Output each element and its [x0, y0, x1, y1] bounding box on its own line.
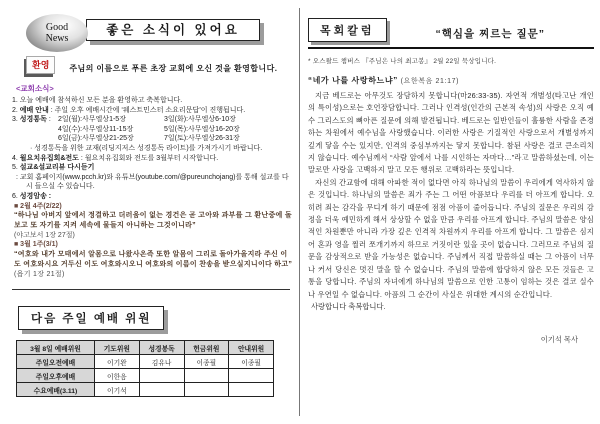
column-divider	[299, 8, 300, 416]
good-news-logo	[26, 14, 88, 52]
schedule-note: · 성경통독을 위한 교재(리딩지저스 성경통독 라이트)를 가져가시기 바랍니다.	[30, 144, 263, 152]
item-number: 3.	[12, 116, 18, 124]
committee-table	[16, 340, 274, 397]
table-header-row	[17, 341, 274, 355]
news-item-4	[10, 154, 294, 164]
item-text: 오늘 예배에 참석하신 모든 분을 환영하고 축복합니다.	[19, 97, 183, 104]
logo-line-1: Good	[45, 22, 69, 33]
table-cell	[184, 383, 229, 397]
welcome-badge: 환영	[26, 56, 55, 74]
column-body	[308, 90, 594, 301]
memory-verse-2	[14, 250, 294, 279]
right-column	[308, 18, 594, 345]
memory-verse-2-text: “여호와 내가 모태에서 알몸으로 나왔사온즉 또한 알몸이 그리로 돌아가올지라 주신 이도 여호와시요 거두신 이도 여호와시오니 여호와의 이름이 찬송을 받으실지니이다 하고”	[14, 250, 293, 268]
item-number: 4.	[12, 154, 18, 162]
table-row-header: 주일오후예배	[17, 369, 95, 383]
table-row-header: 수요예배(3.11)	[17, 383, 95, 397]
item-separator: :	[48, 116, 51, 124]
church-news-list	[10, 96, 294, 279]
memory-verse-1-reference: (야고보서 1장 27절)	[14, 231, 75, 239]
item-label: 설교&설교리뷰 다시듣기	[19, 164, 95, 172]
welcome-text: 주님의 이름으로 푸른 초장 교회에 오신 것을 환영합니다.	[69, 64, 278, 73]
table-cell: 이기석	[95, 383, 140, 397]
item-label: 성경통독	[19, 116, 47, 124]
left-column	[10, 14, 294, 397]
welcome-row	[26, 56, 294, 74]
column-title: “핵심을 찌르는 질문”	[435, 28, 545, 40]
schedule-cell: 5일(목):사무엘상16-20장	[164, 125, 240, 133]
church-news-heading: <교회소식>	[16, 84, 54, 93]
closing-line: 사랑합니다 축복합니다.	[311, 301, 386, 311]
table-header-cell: 헌금위원	[184, 341, 229, 355]
left-section-title: 좋은 소식이 있어요	[86, 19, 260, 41]
table-cell: 김유나	[139, 355, 184, 369]
item-number: 5.	[12, 164, 18, 172]
table-cell	[139, 369, 184, 383]
item-text: : 월요치유집회와 전도를 3월부터 시작합니다.	[80, 154, 219, 162]
bible-reading-schedule	[58, 115, 294, 144]
memory-verse-week-1: ■ 2월 4주(2/22)	[14, 202, 62, 210]
memory-verse-2-reference: (욥기 1장 21절)	[14, 270, 65, 278]
section-rule	[12, 289, 290, 290]
paragraph: 지금 베드로는 아무것도 장담하지 못합니다(마26:33-35). 자연적 개별성(타고난 개인의 특이성)으로는 호언장담합니다. 그러나 인격성(인간의 근본적 속성)의 사랑은 오직 예수 그리스도의 뼈아픈 질문에 의해 발견됩니다. 베드로는 일반인들이 훌륭한 사람을 존경하는 차원에서 예수님을 사랑했습니다. 이러한 사랑은 기질적인 사랑으로서 개별성까지 깊게 닿을 수는 있지만, 인격의 중심부까지는 닿지 못합니다. 참된 사랑은 결코 큰소리치지 않습니다. 예수님께서 “사람 앞에서 나를 시인하는 자마다…”라고 말씀하셨는데, 이는 말로만 사랑을 고백하지 말고 모든 행위로 고백하라는 뜻입니다.	[308, 91, 594, 175]
schedule-cell: 4일(수):사무엘상11-15장	[58, 125, 134, 133]
news-item-5	[10, 163, 294, 192]
table-cell	[229, 383, 274, 397]
table-row	[17, 355, 274, 369]
table-header-cell: 성경봉독	[139, 341, 184, 355]
memory-verse-1: “하나님 아버지 앞에서 정결하고 더러움이 없는 경건은 곧 고아와 과부를 그 환난중에 돌보고 또 자기를 지켜 세속에 물들지 아니하는 그것이니라”	[14, 212, 292, 229]
logo-line-2: News	[45, 33, 69, 44]
source-note: * 오스왈드 챔버스 『주님은 나의 최고봉』 2월 22일 묵상입니다.	[308, 58, 497, 65]
item-text: : 주일 오후 예배시간에 ‘웨스트민스터 소요리문답’이 진행됩니다.	[50, 106, 246, 114]
table-cell	[139, 383, 184, 397]
table-header-cell: 안내위원	[229, 341, 274, 355]
item-label: 예배 안내	[19, 106, 49, 114]
item-number: 6.	[12, 192, 18, 200]
table-row	[17, 383, 274, 397]
table-cell: 이한음	[95, 369, 140, 383]
signature: 이기석 목사	[540, 335, 578, 345]
table-row	[17, 369, 274, 383]
key-verse	[308, 75, 594, 86]
table-header-cell: 기도위원	[95, 341, 140, 355]
item-label: 성경암송 :	[19, 192, 52, 200]
schedule-cell: 6일(금):사무엘상21-25장	[58, 135, 134, 143]
schedule-cell: 7일(토):사무엘상26-31장	[164, 135, 240, 143]
memory-verse-week-2: ■ 3월 1주(3/1)	[14, 241, 58, 249]
schedule-cell: 3일(화):사무엘상6-10장	[164, 116, 236, 124]
key-verse-reference: (요한복음 21:17)	[400, 78, 459, 85]
table-cell: 이종필	[229, 355, 274, 369]
table-cell: 이종필	[184, 355, 229, 369]
table-row-header: 주일오전예배	[17, 355, 95, 369]
table-cell	[229, 369, 274, 383]
good-news-header	[10, 14, 294, 52]
news-item-3	[10, 115, 294, 153]
item-text: : 교회 홈페이지(www.pcch.kr)와 유튜브(youtube.com/@pureunchojang)를 통해 설교를 다시 들으실 수 있습니다.	[16, 173, 289, 191]
item-number: 1.	[12, 97, 18, 104]
table-cell	[184, 369, 229, 383]
title-rule	[308, 47, 594, 49]
news-item-2	[10, 106, 294, 116]
key-verse-text: “네가 나를 사랑하느냐”	[308, 76, 398, 85]
pastoral-column-label: 목회칼럼	[308, 18, 387, 42]
news-item-1	[10, 96, 294, 106]
table-header-cell: 3월 8일 예배위원	[17, 341, 95, 355]
item-number: 2.	[12, 106, 18, 114]
column-header	[308, 18, 594, 42]
table-cell: 이기완	[95, 355, 140, 369]
item-label: 월요치유집회&전도	[19, 154, 79, 162]
paragraph: 자신의 간교함에 대해 아파한 적이 없다면 아직 하나님의 말씀이 우리에게 역사하지 않은 것입니다. 하나님의 말씀은 죄가 주는 그 어떤 아픔보다 우리를 더 아프게 합니다. 오히려 죄는 감각을 무디게 하기 때문에 점점 아픔이 줄어듭니다. 주님의 질문은 우리의 감정을 더욱 예민하게 해서 상상할 수 없을 만큼 우리를 아프게 합니다. 주님의 말씀은 양심적인 차원뿐만 아니라 가장 깊은 인격적 차원까지 우리를 아프게 합니다. 그 말씀은 심지어 혼과 영을 찔러 쪼개기까지 하므로 거짓이란 있을 곳이 없습니다. 그러므로 주님의 질문을 감상적으로 받을 가능성은 없습니다. 주님께서 직접 말씀하실 때는 그 아픔이 너무나 커서 당신은 멋진 말을 할 수 없습니다. 주님의 말씀에 합당하지 않은 모든 것들은 고통을 당합니다. 주님의 자녀에게 하나님의 말씀으로 인한 고통이 임하는 것은 결코 실수나 우연일 수 없습니다. 아픔의 그 순간이 사실은 위대한 계시의 순간입니다.	[308, 177, 594, 299]
schedule-cell: 2일(월):사무엘상1-5장	[58, 116, 126, 124]
news-item-6	[10, 192, 294, 202]
committee-title: 다음 주일 예배 위원	[18, 306, 164, 330]
